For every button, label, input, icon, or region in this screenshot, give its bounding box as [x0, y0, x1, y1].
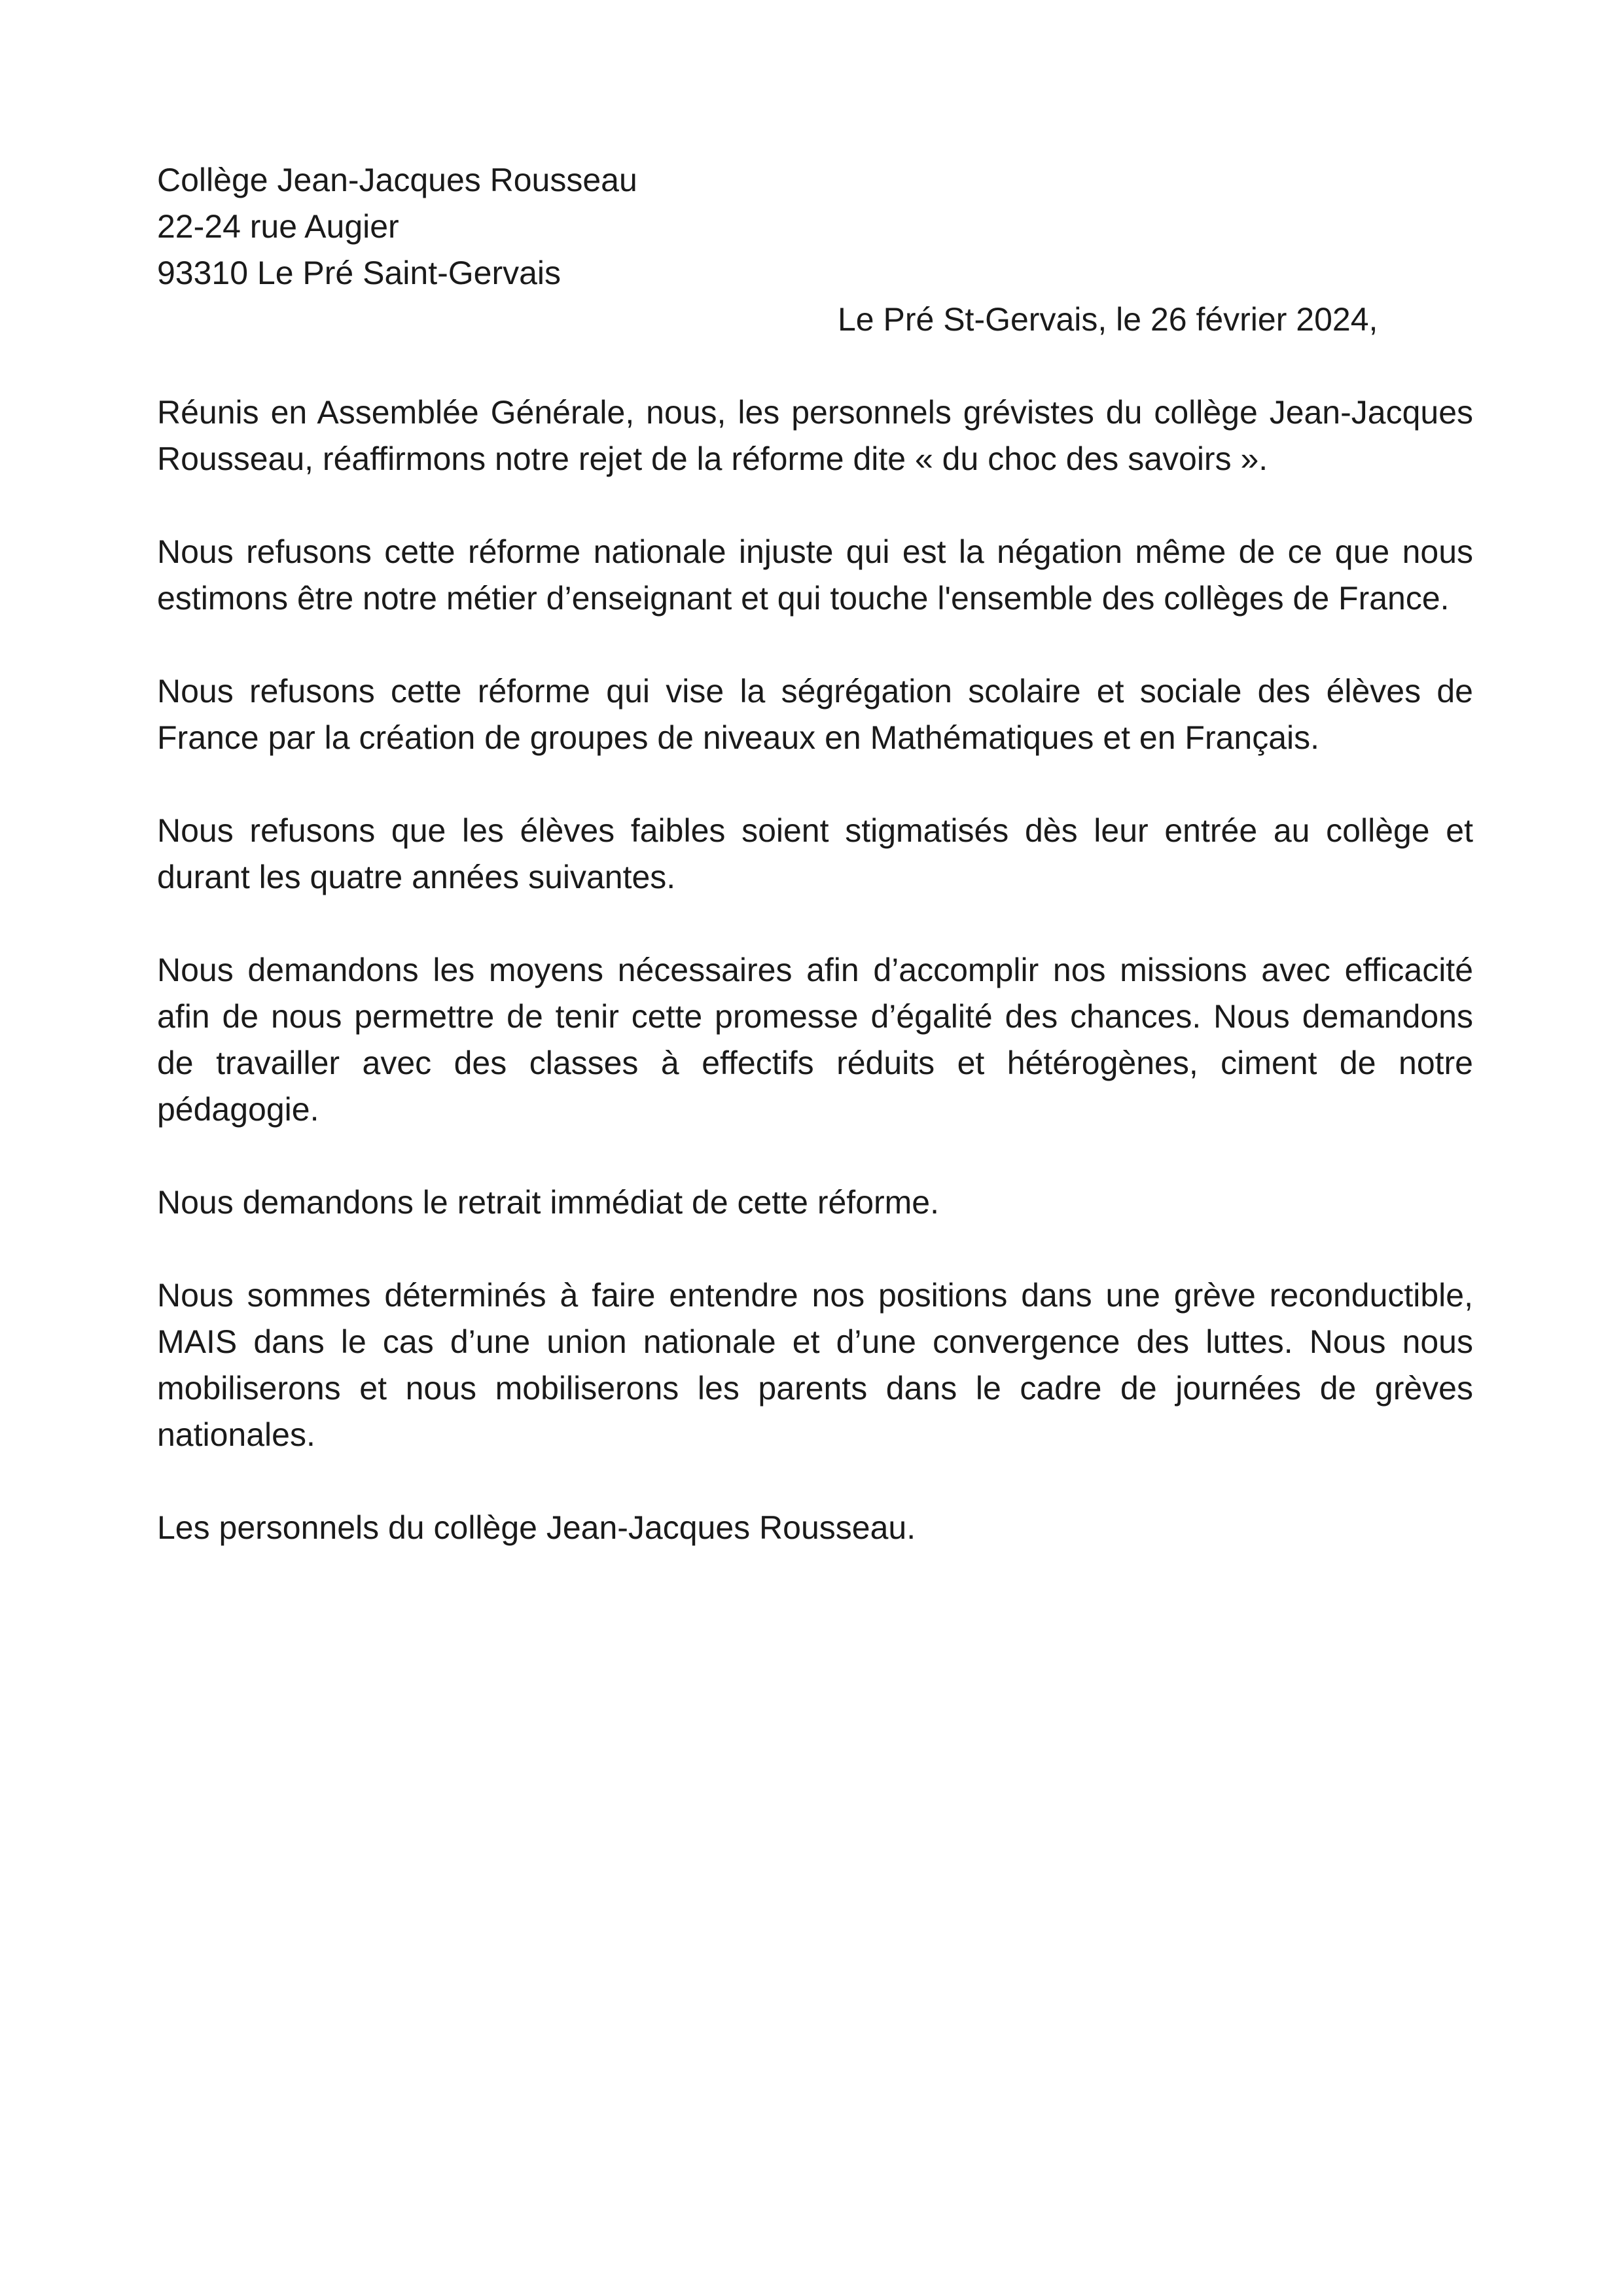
paragraph-demand-means: Nous demandons les moyens nécessaires afin d’accomplir nos missions avec efficacité afin de nous permettre de tenir cette promesse d’égalité des chances. Nous demandons de travailler avec des classes à effectifs réduits et hétérogènes, ciment de notre pédagogie. [157, 952, 1473, 1128]
paragraph-strike: Nous sommes déterminés à faire entendre nos positions dans une grève reconductible, MAIS dans le cas d’une union nationale et d’une convergence des luttes. Nous nous mobiliserons et nous mobiliserons les parents dans le cadre de journées de grèves nationales. [157, 1277, 1473, 1453]
letter-body [157, 157, 1473, 1551]
sender-address [157, 157, 1473, 296]
paragraph-assembly: Réunis en Assemblée Générale, nous, les personnels grévistes du collège Jean-Jacques Rousseau, réaffirmons notre rejet de la réforme dite « du choc des savoirs ». [157, 394, 1473, 477]
paragraph-refuse-stigma: Nous refusons que les élèves faibles soient stigmatisés dès leur entrée au collège et durant les quatre années suivantes. [157, 812, 1473, 895]
signature: Les personnels du collège Jean-Jacques Rousseau. [157, 1509, 916, 1546]
paragraph-refuse-reform: Nous refusons cette réforme nationale injuste qui est la négation même de ce que nous estimons être notre métier d’enseignant et qui touche l'ensemble des collèges de France. [157, 533, 1473, 617]
letter-date: Le Pré St-Gervais, le 26 février 2024, [838, 301, 1378, 338]
sender-name: Collège Jean-Jacques Rousseau [157, 162, 637, 198]
sender-street: 22-24 rue Augier [157, 208, 399, 245]
paragraph-demand-withdrawal: Nous demandons le retrait immédiat de cette réforme. [157, 1184, 939, 1221]
sender-city: 93310 Le Pré Saint-Gervais [157, 255, 562, 291]
paragraph-refuse-segregation: Nous refusons cette réforme qui vise la ségrégation scolaire et sociale des élèves de France par la création de groupes de niveaux en Mathématiques et en Français. [157, 673, 1473, 756]
